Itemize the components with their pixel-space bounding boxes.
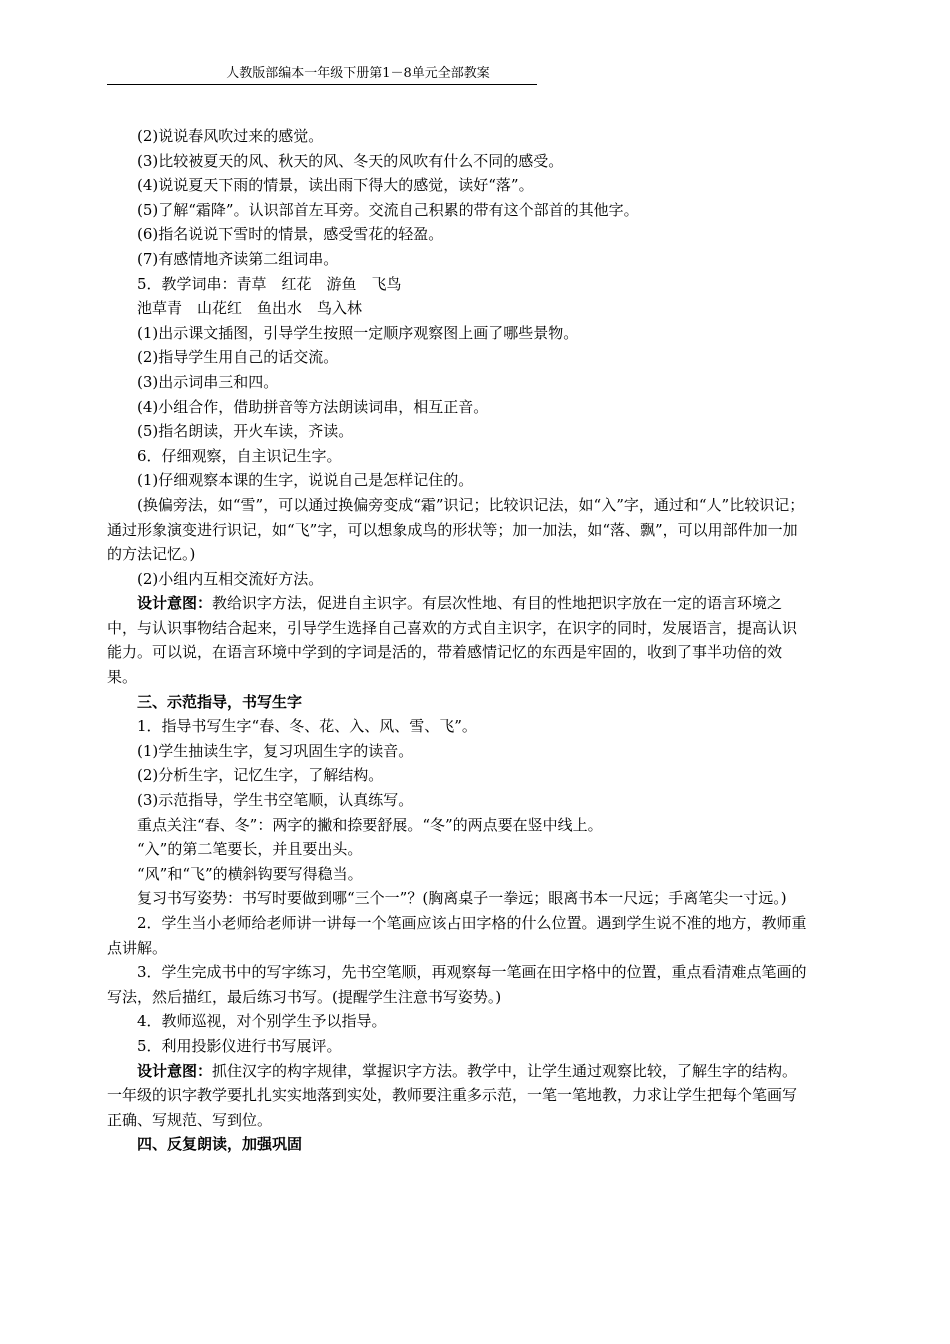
paragraph: 3．学生完成书中的写字练习，先书空笔顺，再观察每一笔画在田字格中的位置，重点看清难点笔画的写法，然后描红，最后练习书写。(提醒学生注意书写姿势。)	[107, 963, 807, 1006]
header-title: 人教版部编本一年级下册第1－8单元全部教案	[226, 66, 490, 81]
running-header	[107, 66, 537, 85]
paragraph: 5．教学词串：青草 红花 游鱼 飞鸟	[137, 274, 402, 293]
paragraph: (4)说说夏天下雨的情景，读出雨下得大的感觉，读好“落”。	[137, 176, 534, 195]
paragraph: (1)学生抽读生字，复习巩固生字的读音。	[137, 741, 414, 760]
paragraph: (2)说说春风吹过来的感觉。	[137, 127, 324, 145]
paragraph: (3)示范指导，学生书空笔顺，认真练写。	[137, 791, 414, 810]
paragraph: (2)分析生字，记忆生字，了解结构。	[137, 766, 384, 785]
paragraph: (6)指名说说下雪时的情景，感受雪花的轻盈。	[137, 225, 444, 244]
paragraph: 池草青 山花红 鱼出水 鸟入林	[137, 299, 363, 318]
paragraph: (7)有感情地齐读第二组词串。	[137, 249, 339, 268]
paragraph: (换偏旁法，如“雪”，可以通过换偏旁变成“霜”识记；比较识记法，如“入”字，通过和“人”比较识记；通过形象演变进行识记，如“飞”字，可以想象成鸟的形状等；加一加法，如“落、飘”，可以用部件加一加的方法记忆。)	[107, 495, 805, 564]
paragraph: 重点关注“春、冬”：两字的撇和捺要舒展。“冬”的两点要在竖中线上。	[137, 815, 603, 834]
paragraph: (5)了解“霜降”。认识部首左耳旁。交流自己积累的带有这个部首的其他字。	[137, 200, 639, 219]
design-intent-label: 设计意图：	[137, 594, 213, 613]
paragraph: (4)小组合作，借助拼音等方法朗读词串，相互正音。	[137, 397, 489, 416]
design-intent-text: 抓住汉字的构字规律，掌握识字方法。教学中，让学生通过观察比较，了解生字的结构。一年级的识字教学要扎扎实实地落到实处，教师要注重多示范，一笔一笔地教，力求让学生把每个笔画写正确、写规范、写到位。	[107, 1061, 798, 1129]
paragraph: (5)指名朗读，开火车读，齐读。	[137, 422, 354, 441]
section-heading: 四、反复朗读，加强巩固	[137, 1135, 303, 1154]
paragraph: (2)指导学生用自己的话交流。	[137, 348, 339, 367]
design-intent-paragraph	[107, 591, 807, 689]
paragraph: 1．指导书写生字“春、冬、花、入、风、雪、飞”。	[137, 717, 477, 736]
paragraph: (2)小组内互相交流好方法。	[137, 569, 324, 588]
design-intent-text: 教给识字方法，促进自主识字。有层次性地、有目的性地把识字放在一定的语言环境之中，与认识事物结合起来，引导学生选择自己喜欢的方式自主识字，在识字的同时，发展语言，提高认识能力。可以说，在语言环境中学到的字词是活的，带着感情记忆的东西是牢固的，收到了事半功倍的效果。	[107, 594, 798, 687]
design-intent-paragraph	[107, 1059, 807, 1133]
paragraph: 5．利用投影仪进行书写展评。	[137, 1036, 342, 1055]
paragraph: (1)仔细观察本课的生字，说说自己是怎样记住的。	[137, 471, 474, 490]
paragraph: (3)比较被夏天的风、秋天的风、冬天的风吹有什么不同的感受。	[137, 151, 564, 170]
paragraph: 复习书写姿势：书写时要做到哪“三个一”？(胸离桌子一拳远；眼离书本一尺远；手离笔尖一寸远。)	[137, 889, 787, 908]
paragraph: (1)出示课文插图，引导学生按照一定顺序观察图上画了哪些景物。	[137, 323, 579, 342]
design-intent-label: 设计意图：	[137, 1061, 213, 1080]
paragraph: “风”和“飞”的横斜钩要写得稳当。	[137, 864, 363, 883]
paragraph: 2．学生当小老师给老师讲一讲每一个笔画应该占田字格的什么位置。遇到学生说不准的地方，教师重点讲解。	[107, 914, 807, 957]
lesson-content	[107, 124, 807, 1157]
paragraph: (3)出示词串三和四。	[137, 372, 279, 391]
paragraph: “入”的第二笔要长，并且要出头。	[137, 840, 363, 859]
paragraph: 4．教师巡视，对个别学生予以指导。	[137, 1012, 387, 1031]
paragraph: 6．仔细观察，自主识记生字。	[137, 446, 342, 465]
section-heading: 三、示范指导，书写生字	[137, 692, 303, 711]
